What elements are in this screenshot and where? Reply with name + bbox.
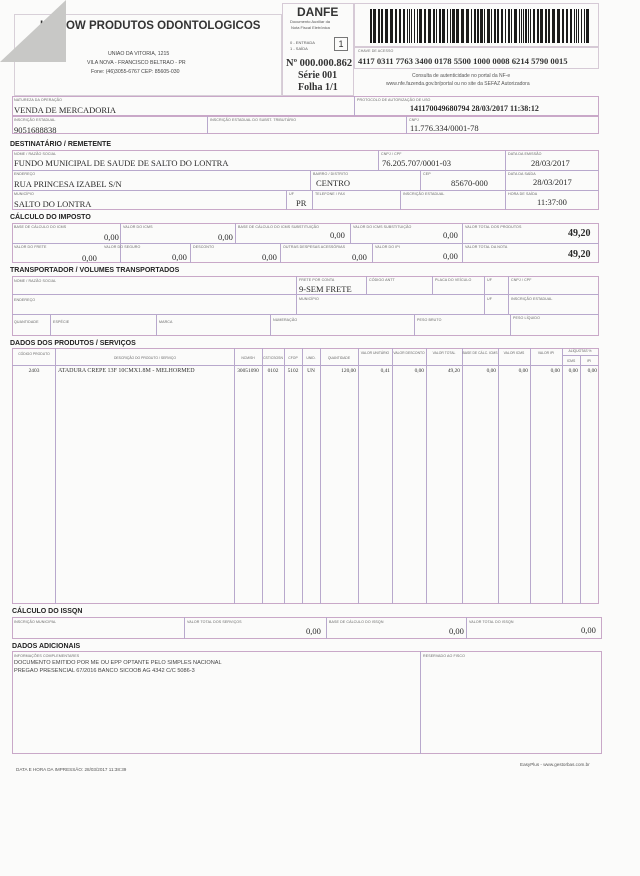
- transp-uf-label: UF: [487, 278, 492, 282]
- natureza-label: NATUREZA DA OPERAÇÃO: [14, 98, 63, 102]
- bc-st: 0,00: [330, 230, 345, 240]
- product-cell: 0,00: [568, 368, 578, 374]
- product-cell: 0102: [267, 368, 279, 374]
- transp-uf2-label: UF: [487, 297, 492, 301]
- page-fold: [0, 0, 66, 62]
- impressao: DATA E HORA DA IMPRESSÃO: 28/03/2017 11:38:39: [16, 767, 127, 772]
- product-cell: ATADURA CREPE 13F 10CMX1.8M - MELHORMED: [58, 368, 195, 374]
- dest-nome: FUNDO MUNICIPAL DE SAUDE DE SALTO DO LONTRA: [14, 158, 229, 168]
- issqn-bc-label: BASE DE CÁLCULO DO ISSQN: [329, 620, 384, 624]
- dest-hora-label: HORA DE SAÍDA: [508, 192, 538, 196]
- dest-saida: 28/03/2017: [533, 177, 572, 187]
- protocolo-label: PROTOCOLO DE AUTORIZAÇÃO DE USO: [357, 98, 431, 102]
- info-label: INFORMAÇÕES COMPLEMENTARES: [14, 654, 80, 658]
- ipi-label: VALOR DO IPI: [375, 245, 400, 249]
- th-bcicms: BASE DE CÁLC. ICMS: [462, 351, 498, 355]
- dest-emissao: 28/03/2017: [531, 158, 570, 168]
- ie-valor: 9051688838: [14, 125, 57, 135]
- chave-consulta1: Consulta de autenticidade no portal da NF-e: [412, 73, 511, 79]
- transp-frete: 9-SEM FRETE: [299, 284, 352, 294]
- dest-bairro: CENTRO: [316, 178, 350, 188]
- imposto-section: CÁLCULO DO IMPOSTO: [10, 214, 91, 221]
- emitente-fone: Fone: (46)3055-6767 CEP: 85605-030: [91, 69, 180, 75]
- dest-endereco: RUA PRINCESA IZABEL S/N: [14, 179, 122, 189]
- protocolo-valor: 141170049680794 28/03/2017 11:38:12: [410, 104, 539, 113]
- icms-st: 0,00: [443, 230, 458, 240]
- dest-cnpj: 76.205.707/0001-03: [382, 158, 451, 168]
- th-aliq: ALÍQUOTAS %: [568, 349, 592, 353]
- dest-municipio: SALTO DO LONTRA: [14, 199, 92, 209]
- th-vunit: VALOR UNITÁRIO: [360, 351, 390, 355]
- natureza-valor: VENDA DE MERCADORIA: [14, 105, 116, 115]
- danfe-folha: Folha 1/1: [298, 82, 338, 93]
- produtos-box: [12, 348, 599, 604]
- transp-endereco-label: ENDEREÇO: [14, 298, 36, 302]
- prod-total: 49,20: [568, 228, 591, 239]
- destinatario-section: DESTINATÁRIO / REMETENTE: [10, 141, 111, 148]
- th-vicms: VALOR ICMS: [503, 351, 525, 355]
- product-cell: 0,00: [486, 368, 496, 374]
- dest-nome-label: NOME / RAZÃO SOCIAL: [14, 152, 57, 156]
- dest-endereco-label: ENDEREÇO: [14, 172, 36, 176]
- product-cell: 30051090: [237, 368, 259, 374]
- transp-marca-label: MARCA: [159, 320, 173, 324]
- icms: 0,00: [218, 232, 233, 242]
- dest-municipio-label: MUNICÍPIO: [14, 192, 34, 196]
- dest-ie-label: INSCRIÇÃO ESTADUAL: [403, 192, 445, 196]
- th-vipi: VALOR IPI: [537, 351, 555, 355]
- th-cfop: CFOP: [288, 356, 298, 360]
- transp-ie-label: INSCRIÇÃO ESTADUAL: [511, 297, 553, 301]
- th-unid: UNID.: [306, 356, 316, 360]
- dest-emissao-label: DATA DA EMISSÃO: [508, 152, 542, 156]
- icms-st-label: VALOR DO ICMS SUBSTITUIÇÃO: [353, 225, 412, 229]
- product-cell: 5102: [287, 368, 299, 374]
- dest-saida-label: DATA DA SAÍDA: [508, 172, 536, 176]
- transp-frete-label: FRETE POR CONTA: [299, 278, 335, 282]
- ie-label: INSCRIÇÃO ESTADUAL: [14, 118, 56, 122]
- danfe-title: DANFE: [297, 5, 339, 19]
- chave-valor: 4117 0311 7763 3400 0178 5500 1000 0008 6214 5790 0015: [358, 56, 568, 66]
- seguro-label: VALOR DO SEGURO: [104, 245, 141, 249]
- dest-bairro-label: BAIRRO / DISTRITO: [313, 172, 349, 176]
- issqn-serv: 0,00: [306, 626, 321, 636]
- transp-municipio-label: MUNICÍPIO: [299, 297, 319, 301]
- chave-consulta2: www.nfe.fazenda.gov.br/portal ou no site da SEFAZ Autorizadora: [386, 81, 530, 87]
- danfe-numero: Nº 000.000.862: [286, 58, 353, 69]
- nota-label: VALOR TOTAL DA NOTA: [465, 245, 508, 249]
- transp-especie-label: ESPÉCIE: [53, 320, 70, 324]
- bc-icms-label: BASE DE CÁLCULO DO ICMS: [14, 225, 67, 229]
- th-descricao: DESCRIÇÃO DO PRODUTO / SERVIÇO: [113, 356, 177, 360]
- seguro: 0,00: [172, 252, 187, 262]
- dest-hora: 11:37:00: [537, 197, 567, 207]
- issqn-val-label: VALOR TOTAL DO ISSQN: [469, 620, 514, 624]
- transp-cnpj-label: CNPJ / CPF: [511, 278, 532, 282]
- danfe-tipo: 1: [334, 37, 348, 51]
- desconto-label: DESCONTO: [193, 245, 215, 249]
- emitente-nome: L SHOW PRODUTOS ODONTOLOGICOS: [40, 20, 261, 32]
- cnpj-emit-valor: 11.776.334/0001-78: [410, 123, 479, 133]
- th-codigo: CÓDIGO PRODUTO: [18, 352, 50, 356]
- product-cell: 0,00: [550, 368, 560, 374]
- th-ncm: NCM/SH: [241, 356, 255, 360]
- transp-nome-label: NOME / RAZÃO SOCIAL: [14, 279, 57, 283]
- th-aliq-icms: ICMS: [566, 359, 576, 363]
- issqn-section: CÁLCULO DO ISSQN: [12, 608, 83, 615]
- dest-cep-label: CEP: [423, 172, 431, 176]
- software: EasyPlus - www.gestorbas.com.br: [520, 762, 590, 767]
- barcode: [370, 9, 592, 43]
- product-cell: 0,00: [587, 368, 597, 374]
- adicionais-box: [12, 651, 602, 754]
- desconto: 0,00: [262, 252, 277, 262]
- danfe-entrada: 0 - ENTRADA: [290, 40, 315, 45]
- fisco-label: RESERVADO AO FISCO: [423, 654, 466, 658]
- frete-label: VALOR DO FRETE: [14, 245, 47, 249]
- product-cell: 0,00: [518, 368, 528, 374]
- iest-label: INSCRIÇÃO ESTADUAL DO SUBST. TRIBUTÁRIO: [210, 118, 297, 122]
- th-aliq-ipi: IPI: [586, 359, 592, 363]
- prod-label: VALOR TOTAL DOS PRODUTOS: [465, 225, 522, 229]
- product-cell: UN: [307, 368, 315, 374]
- dest-uf-label: UF: [289, 192, 294, 196]
- danfe-sub1: Documento Auxiliar da: [290, 19, 331, 24]
- cnpj-emit-label: CNPJ: [409, 118, 419, 122]
- transporte-section: TRANSPORTADOR / VOLUMES TRANSPORTADOS: [10, 267, 180, 274]
- dest-uf: PR: [296, 198, 307, 208]
- danfe-sub2: Nota Fiscal Eletrônica: [291, 25, 330, 30]
- emitente-cidade: VILA NOVA - FRANCISCO BELTRAO - PR: [87, 60, 186, 66]
- info-linha2: PREGAO PRESENCIAL 67/2016 BANCO SICOOB AG 4342 C/C 5086-3: [14, 668, 195, 674]
- th-qtd: QUANTIDADE: [327, 356, 351, 360]
- product-cell: 49,20: [447, 368, 460, 374]
- product-cell: 120,00: [341, 368, 356, 374]
- dest-cep: 85670-000: [451, 178, 488, 188]
- issqn-val: 0,00: [581, 625, 596, 635]
- product-cell: 0,41: [380, 368, 390, 374]
- info-linha1: DOCUMENTO EMITIDO POR ME OU EPP OPTANTE PELO SIMPLES NACIONAL: [14, 660, 222, 666]
- ie-row: [12, 116, 599, 134]
- chave-label: CHAVE DE ACESSO: [358, 49, 394, 53]
- emitente-endereco: UNIAO DA VITORIA, 1215: [108, 51, 170, 57]
- issqn-im-label: INSCRIÇÃO MUNICIPAL: [14, 620, 57, 624]
- issqn-bc: 0,00: [449, 626, 464, 636]
- th-vtotal: VALOR TOTAL: [432, 351, 456, 355]
- outras: 0,00: [352, 252, 367, 262]
- bc-st-label: BASE DE CÁLCULO DO ICMS SUBSTITUIÇÃO: [238, 225, 320, 229]
- transp-qtd-label: QUANTIDADE: [14, 320, 39, 324]
- th-cst: CST/CSOSN: [263, 356, 283, 360]
- dest-cnpj-label: CNPJ / CPF: [381, 152, 402, 156]
- icms-label: VALOR DO ICMS: [123, 225, 153, 229]
- product-cell: 2403: [28, 368, 40, 374]
- transp-placa-label: PLACA DO VEÍCULO: [435, 278, 472, 282]
- frete: 0,00: [82, 253, 97, 263]
- transp-antt-label: CÓDIGO ANTT: [369, 278, 395, 282]
- product-cell: 0,00: [414, 368, 424, 374]
- outras-label: OUTRAS DESPESAS ACESSÓRIAS: [283, 245, 346, 249]
- bc-icms: 0,00: [104, 232, 119, 242]
- nota-total: 49,20: [568, 249, 591, 260]
- th-vdesc: VALOR DESCONTO: [393, 351, 425, 355]
- dest-fone-label: TELEFONE / FAX: [315, 192, 346, 196]
- transp-pbruto-label: PESO BRUTO: [417, 318, 442, 322]
- adicionais-section: DADOS ADICIONAIS: [12, 643, 81, 650]
- danfe-serie: Série 001: [298, 70, 338, 81]
- danfe-saida: 1 - SAÍDA: [290, 46, 308, 51]
- produtos-section: DADOS DOS PRODUTOS / SERVIÇOS: [10, 340, 136, 347]
- ipi: 0,00: [443, 251, 458, 261]
- transp-numeracao-label: NUMERAÇÃO: [273, 318, 298, 322]
- issqn-serv-label: VALOR TOTAL DOS SERVIÇOS: [187, 620, 242, 624]
- transp-pliq-label: PESO LÍQUIDO: [513, 316, 540, 320]
